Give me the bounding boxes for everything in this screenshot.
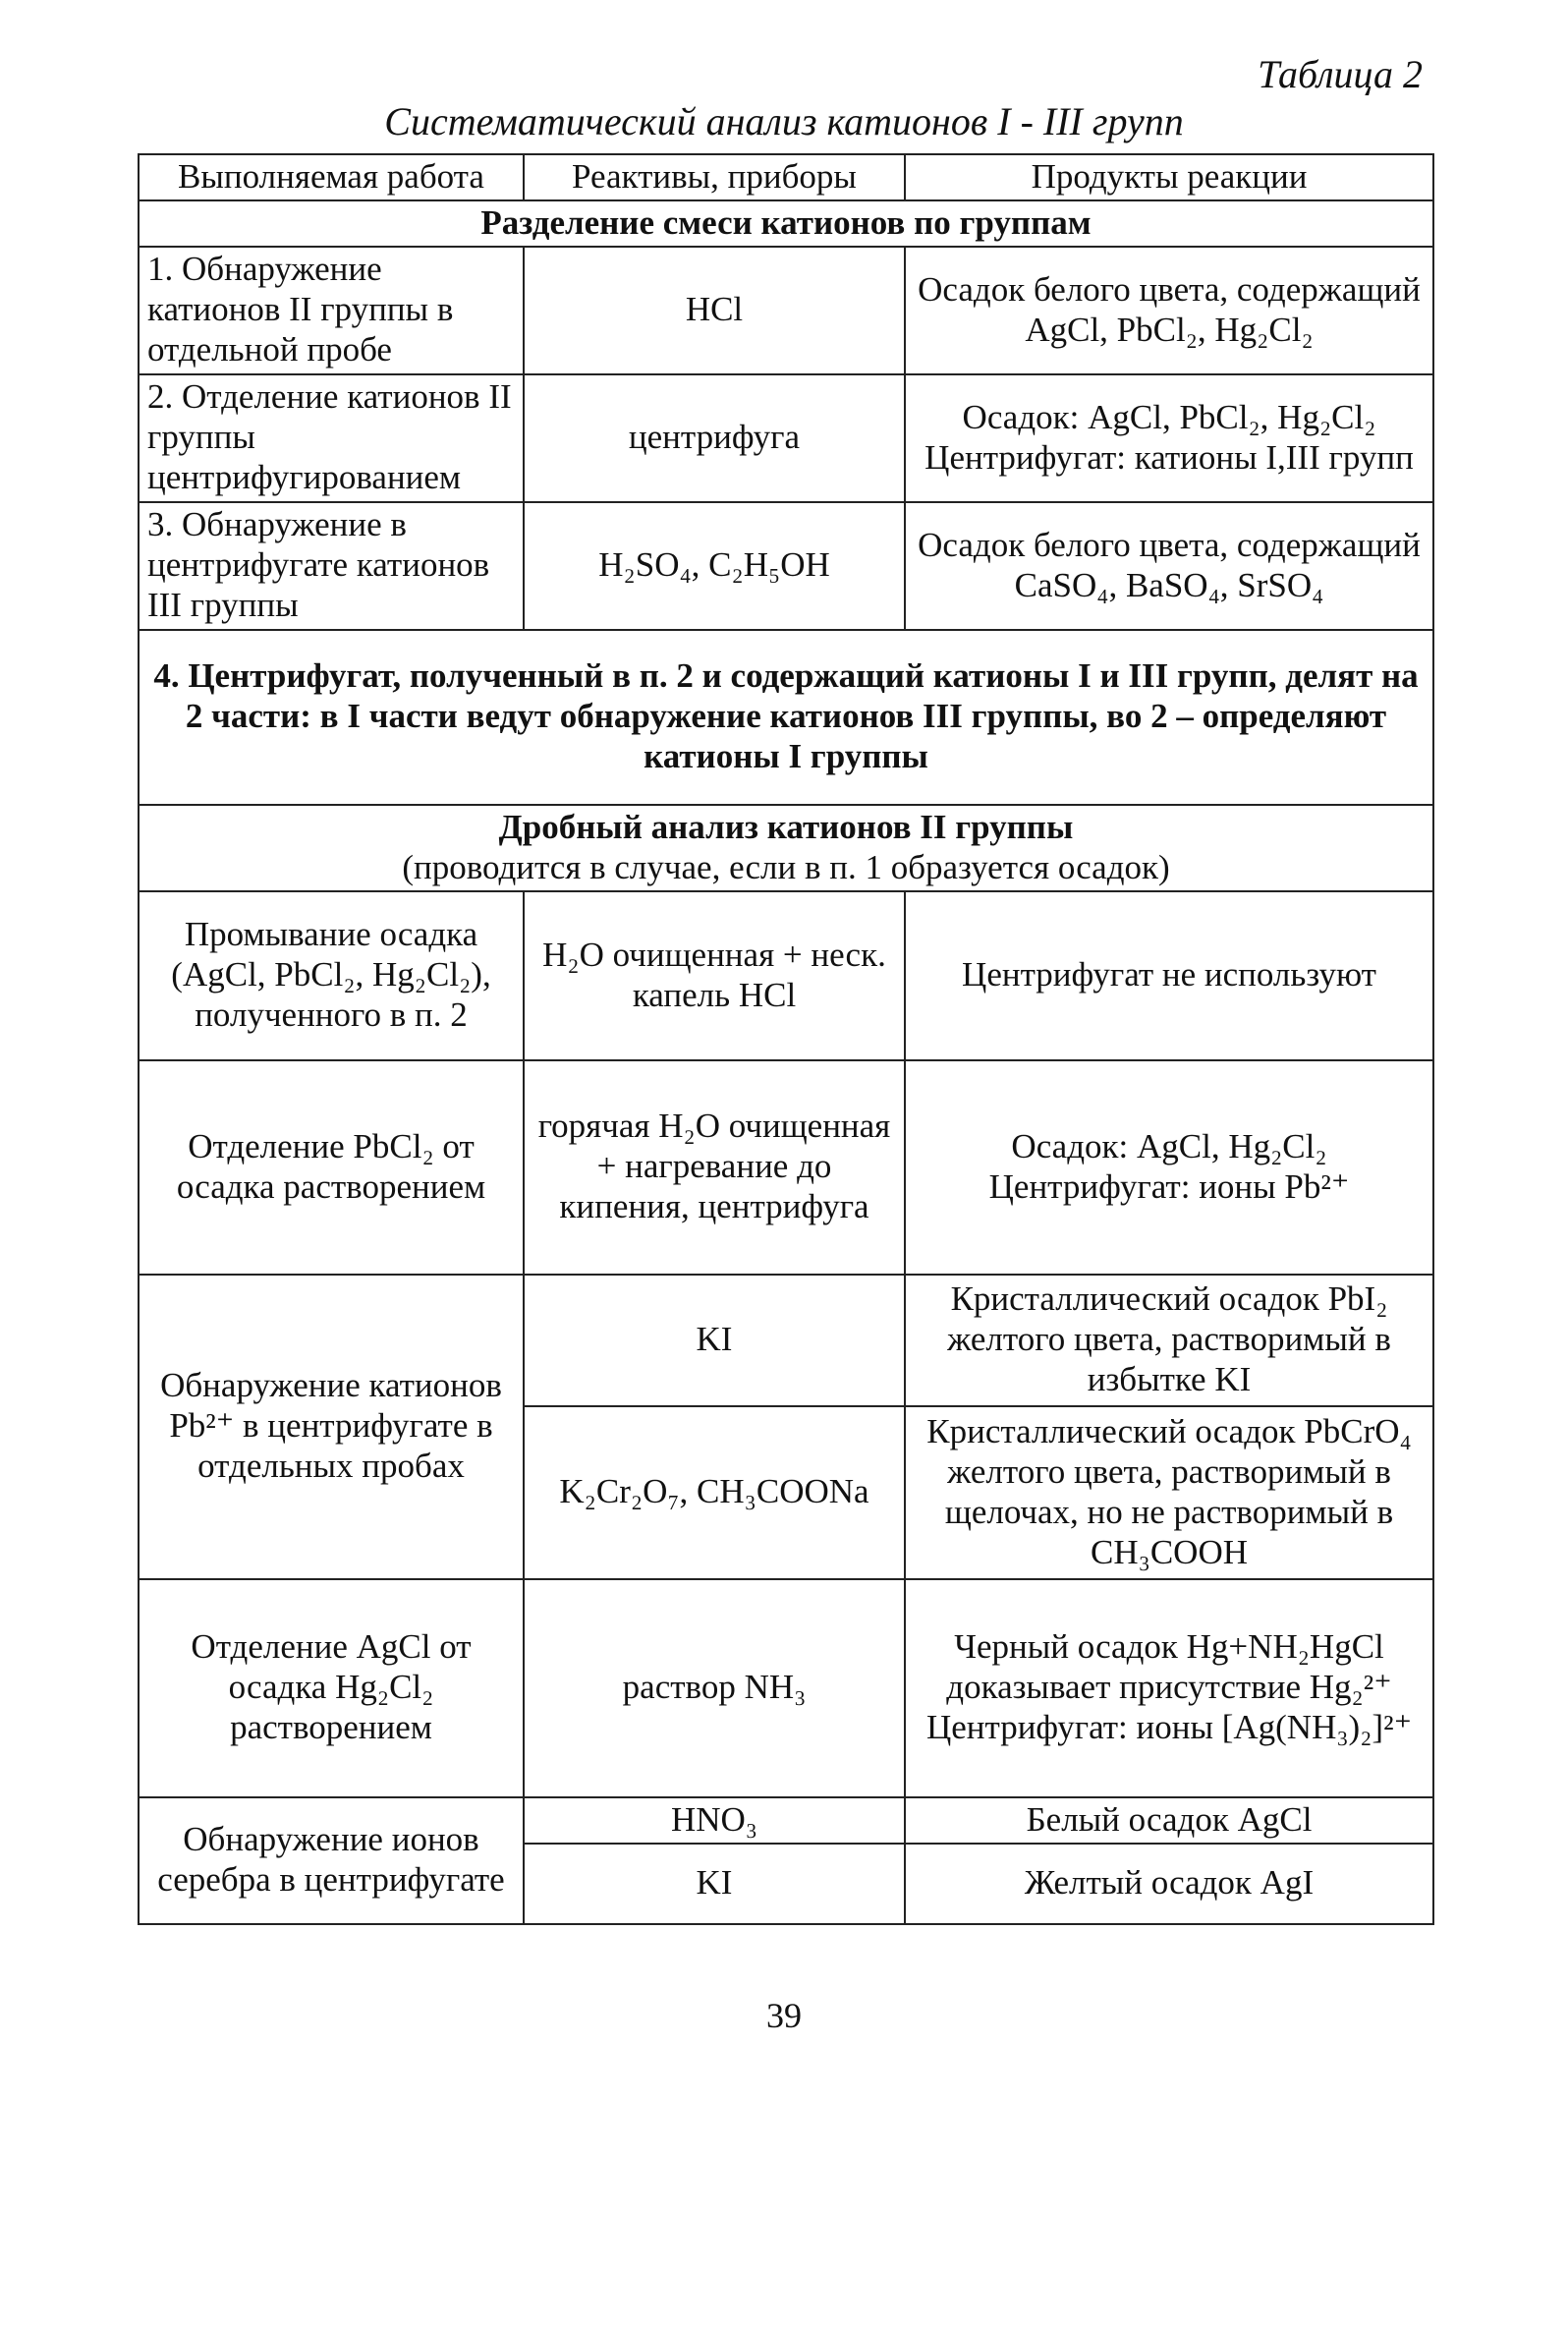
section-title: Дробный анализ катионов II группы [498,807,1074,846]
table-row [139,1275,1433,1406]
product-cell: Центрифугат не используют [905,891,1433,1060]
work-cell: Отделение PbCl₂ от осадка растворением [139,1060,524,1275]
product-cell: Осадок: AgCl, Hg₂Cl₂ Центрифугат: ионы Pb²⁺ [905,1060,1433,1275]
header-row [139,154,1433,200]
work-cell: 1. Обнаружение катионов II группы в отдельной пробе [139,247,524,374]
work-cell: 3. Обнаружение в центрифугате катионов III группы [139,502,524,630]
work-cell: Обнаружение катионов Pb²⁺ в центрифугате в отдельных пробах [139,1275,524,1579]
header-cell-work: Выполняемая работа [139,154,524,200]
table-row [139,247,1433,374]
table-row [139,502,1433,630]
table-row [139,891,1433,1060]
analysis-table [138,153,1434,1925]
note-cell [139,630,1433,805]
work-cell: 2. Отделение катионов II группы центрифугированием [139,374,524,502]
reagent-cell: HCl [524,247,905,374]
product-cell: Белый осадок AgCl [905,1797,1433,1844]
product-cell: Кристаллический осадок PbI₂ желтого цвета, растворимый в избытке KI [905,1275,1433,1406]
product-cell: Осадок белого цвета, содержащий AgCl, PbCl₂, Hg₂Cl₂ [905,247,1433,374]
work-cell: Отделение AgCl от осадка Hg₂Cl₂ растворением [139,1579,524,1797]
header-cell-products: Продукты реакции [905,154,1433,200]
note-row [139,630,1433,805]
product-cell: Осадок белого цвета, содержащий CaSO₄, BaSO₄, SrSO₄ [905,502,1433,630]
section-subtitle: (проводится в случае, если в п. 1 образуется осадок) [402,847,1170,886]
reagent-cell: KI [524,1844,905,1924]
table-row [139,1060,1433,1275]
table-title: Систематический анализ катионов I - III групп [384,99,1184,143]
reagent-cell: HNO₃ [524,1797,905,1844]
note-text: 4. Центрифугат, полученный в п. 2 и содержащий катионы I и III групп, делят на 2 части: в I части ведут обнаружение катионов III группы, во 2 – определяют катионы I группы [153,656,1419,776]
section-title: Разделение смеси катионов по группам [139,200,1433,247]
work-cell: Обнаружение ионов серебра в центрифугате [139,1797,524,1924]
product-cell: Кристаллический осадок PbCrO₄ желтого цвета, растворимый в щелочах, но не растворимый в CH₃COOH [905,1406,1433,1579]
product-cell: Осадок: AgCl, PbCl₂, Hg₂Cl₂ Центрифугат: катионы I,III групп [905,374,1433,502]
reagent-cell: центрифуга [524,374,905,502]
table-row [139,1579,1433,1797]
product-cell: Желтый осадок AgI [905,1844,1433,1924]
reagent-cell: горячая H₂O очищенная + нагревание до кипения, центрифуга [524,1060,905,1275]
reagent-cell: раствор NH₃ [524,1579,905,1797]
section-cell [139,805,1433,891]
work-cell: Промывание осадка (AgCl, PbCl₂, Hg₂Cl₂), полученного в п. 2 [139,891,524,1060]
page-number: 39 [766,1996,802,2035]
product-cell: Черный осадок Hg+NH₂HgCl доказывает присутствие Hg₂²⁺ Центрифугат: ионы [Ag(NH₃)₂]²⁺ [905,1579,1433,1797]
reagent-cell: H₂O очищенная + неск. капель HCl [524,891,905,1060]
reagent-cell: H₂SO₄, C₂H₅OH [524,502,905,630]
table-row [139,374,1433,502]
section-row [139,805,1433,891]
reagent-cell: KI [524,1275,905,1406]
table-row [139,1797,1433,1844]
reagent-cell: K₂Cr₂O₇, CH₃COONa [524,1406,905,1579]
table-caption: Таблица 2 [1258,52,1423,96]
header-cell-reagents: Реактивы, приборы [524,154,905,200]
section-row [139,200,1433,247]
